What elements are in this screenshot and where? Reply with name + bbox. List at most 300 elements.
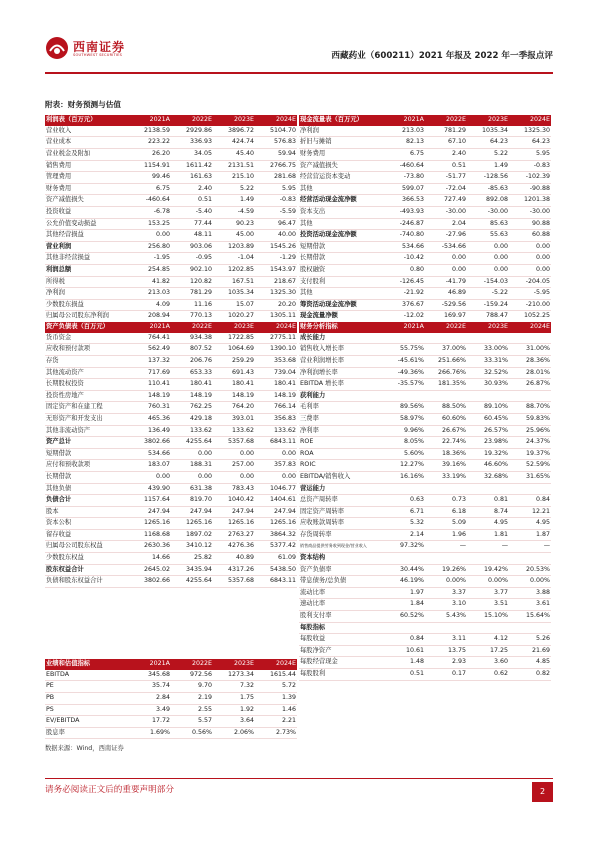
value-cell bbox=[383, 390, 425, 402]
value-cell: 366.53 bbox=[383, 195, 425, 207]
value-cell: 0.00 bbox=[213, 471, 255, 483]
value-cell: 788.47 bbox=[467, 311, 509, 323]
page-header bbox=[45, 34, 553, 74]
value-cell: -10.42 bbox=[383, 253, 425, 265]
value-cell: 45.40 bbox=[213, 148, 255, 160]
value-cell: 2766.75 bbox=[255, 160, 297, 172]
value-cell: 5.09 bbox=[425, 518, 467, 530]
value-cell: 8.74 bbox=[467, 506, 509, 518]
row-label-cell: PE bbox=[45, 681, 129, 693]
row-label-cell: 流动比率 bbox=[299, 587, 383, 599]
value-cell: 188.31 bbox=[171, 460, 213, 472]
table-row bbox=[45, 241, 297, 253]
row-label-cell: 销售收入增长率 bbox=[299, 344, 383, 356]
page-number: 2 bbox=[532, 782, 553, 802]
table-title-cell: 现金流量表（百万元） bbox=[299, 115, 383, 126]
value-cell: 2.55 bbox=[171, 704, 213, 716]
row-label-cell: 营业利润 bbox=[45, 241, 129, 253]
value-cell: 781.29 bbox=[425, 126, 467, 137]
row-label-cell: 其他非经营损益 bbox=[45, 253, 129, 265]
value-cell: 6.71 bbox=[383, 506, 425, 518]
logo-emblem-icon bbox=[45, 36, 69, 60]
value-cell: 357.83 bbox=[255, 460, 297, 472]
value-cell: 764.41 bbox=[129, 333, 171, 344]
row-label-cell: 净利润 bbox=[45, 288, 129, 300]
table-row bbox=[299, 564, 551, 576]
value-cell: 691.43 bbox=[213, 367, 255, 379]
value-cell: -5.40 bbox=[171, 206, 213, 218]
value-cell: -90.88 bbox=[509, 183, 551, 195]
row-label-cell: 应收和预付款项 bbox=[45, 344, 129, 356]
value-cell: 4.95 bbox=[509, 518, 551, 530]
value-cell: 0.00 bbox=[467, 253, 509, 265]
year-header-cell: 2023E bbox=[213, 659, 255, 670]
value-cell: 1325.30 bbox=[509, 126, 551, 137]
table-row bbox=[299, 218, 551, 230]
table-row bbox=[45, 230, 297, 242]
row-label-cell: 存货周转率 bbox=[299, 529, 383, 541]
table-row bbox=[299, 506, 551, 518]
table-title-cell: 利润表（百万元） bbox=[45, 115, 129, 126]
table-title-cell: 资产负债表（百万元） bbox=[45, 322, 129, 333]
table-row bbox=[299, 195, 551, 207]
value-cell: -740.80 bbox=[383, 230, 425, 242]
table-row bbox=[45, 172, 297, 184]
value-cell: 32.68% bbox=[467, 471, 509, 483]
value-cell: 764.20 bbox=[213, 402, 255, 414]
table-row bbox=[45, 276, 297, 288]
table-row bbox=[299, 230, 551, 242]
year-header-cell: 2024E bbox=[255, 659, 297, 670]
table-row bbox=[299, 264, 551, 276]
table-row bbox=[45, 692, 297, 704]
value-cell: 4.12 bbox=[467, 634, 509, 646]
value-cell: 807.52 bbox=[171, 344, 213, 356]
table-row bbox=[45, 299, 297, 311]
value-cell: -49.36% bbox=[383, 367, 425, 379]
table-row bbox=[299, 367, 551, 379]
value-cell: 3.88 bbox=[509, 587, 551, 599]
value-cell: 562.49 bbox=[129, 344, 171, 356]
year-header-cell: 2023E bbox=[467, 322, 509, 333]
value-cell: 257.00 bbox=[213, 460, 255, 472]
year-header-cell: 2021A bbox=[129, 659, 171, 670]
value-cell: 2.40 bbox=[425, 148, 467, 160]
value-cell: 3.60 bbox=[467, 657, 509, 669]
value-cell: 2.84 bbox=[129, 692, 171, 704]
table-header-row bbox=[299, 322, 551, 333]
value-cell: 3.61 bbox=[509, 599, 551, 611]
table-header-row bbox=[299, 115, 551, 126]
table-row bbox=[299, 657, 551, 669]
table-header-row bbox=[45, 115, 297, 126]
table-row bbox=[299, 553, 551, 565]
value-cell bbox=[509, 483, 551, 495]
row-label-cell: 营业税金及附加 bbox=[45, 148, 129, 160]
value-cell: 2929.86 bbox=[171, 126, 213, 137]
value-cell: 5.60% bbox=[383, 448, 425, 460]
table-row bbox=[45, 367, 297, 379]
value-cell: 7.32 bbox=[213, 681, 255, 693]
table-title-cell: 业绩和估值指标 bbox=[45, 659, 129, 670]
value-cell: 254.85 bbox=[129, 264, 171, 276]
value-cell: 247.94 bbox=[129, 506, 171, 518]
year-header-cell: 2023E bbox=[213, 115, 255, 126]
value-cell: 2.14 bbox=[383, 529, 425, 541]
disclaimer-text: 请务必阅读正文后的重要声明部分 bbox=[45, 785, 174, 795]
row-label-cell: 长期借款 bbox=[299, 253, 383, 265]
value-cell: 133.62 bbox=[171, 425, 213, 437]
value-cell: 0.81 bbox=[467, 495, 509, 507]
value-cell: 88.50% bbox=[425, 402, 467, 414]
value-cell: 59.83% bbox=[509, 413, 551, 425]
row-label-cell: 股权融资 bbox=[299, 264, 383, 276]
table-row bbox=[299, 437, 551, 449]
value-cell: 1.48 bbox=[383, 657, 425, 669]
value-cell: 2.04 bbox=[425, 218, 467, 230]
value-cell: 40.89 bbox=[213, 553, 255, 565]
value-cell: 0.84 bbox=[383, 634, 425, 646]
value-cell: 1035.34 bbox=[213, 288, 255, 300]
table-row bbox=[45, 681, 297, 693]
value-cell: -5.95 bbox=[509, 288, 551, 300]
value-cell: 3.10 bbox=[425, 599, 467, 611]
table-row bbox=[45, 425, 297, 437]
table-header-row bbox=[45, 322, 297, 333]
table-row bbox=[299, 448, 551, 460]
year-header-cell: 2022E bbox=[171, 659, 213, 670]
value-cell: 1265.16 bbox=[213, 518, 255, 530]
table-row bbox=[299, 253, 551, 265]
table-row bbox=[299, 611, 551, 623]
value-cell: 0.00 bbox=[467, 241, 509, 253]
row-label-cell: 留存收益 bbox=[45, 529, 129, 541]
value-cell: -204.05 bbox=[509, 276, 551, 288]
table-row bbox=[45, 264, 297, 276]
value-cell: 5.22 bbox=[467, 148, 509, 160]
value-cell: 1404.61 bbox=[255, 495, 297, 507]
value-cell: 21.69 bbox=[509, 645, 551, 657]
value-cell: 653.33 bbox=[171, 367, 213, 379]
year-header-cell: 2022E bbox=[171, 322, 213, 333]
value-cell: 1.96 bbox=[425, 529, 467, 541]
value-cell: -85.63 bbox=[467, 183, 509, 195]
value-cell: 2.19 bbox=[171, 692, 213, 704]
value-cell: 82.13 bbox=[383, 137, 425, 149]
value-cell: 3.11 bbox=[425, 634, 467, 646]
row-label-cell: 归属母公司股东净利润 bbox=[45, 311, 129, 323]
value-cell: 0.73 bbox=[425, 495, 467, 507]
value-cell: 110.41 bbox=[129, 379, 171, 391]
value-cell: 96.47 bbox=[255, 218, 297, 230]
row-label-cell: 获利能力 bbox=[299, 390, 383, 402]
table-row bbox=[45, 218, 297, 230]
value-cell: 34.05 bbox=[171, 148, 213, 160]
row-label-cell: 股利支付率 bbox=[299, 611, 383, 623]
logo-text-en: SOUTHWEST SECURITIES bbox=[73, 53, 123, 57]
value-cell: 376.67 bbox=[383, 299, 425, 311]
value-cell: 2630.36 bbox=[129, 541, 171, 553]
value-cell: 215.10 bbox=[213, 172, 255, 184]
value-cell: 2.73% bbox=[255, 727, 297, 739]
value-cell: 64.23 bbox=[467, 137, 509, 149]
value-cell: 534.66 bbox=[383, 241, 425, 253]
value-cell: 120.82 bbox=[171, 276, 213, 288]
value-cell: 1157.64 bbox=[129, 495, 171, 507]
value-cell: 717.69 bbox=[129, 367, 171, 379]
table-row bbox=[45, 183, 297, 195]
value-cell: 892.08 bbox=[467, 195, 509, 207]
value-cell: 41.82 bbox=[129, 276, 171, 288]
value-cell: 5104.70 bbox=[255, 126, 297, 137]
value-cell: 5.95 bbox=[509, 148, 551, 160]
value-cell: 15.10% bbox=[467, 611, 509, 623]
value-cell: 61.09 bbox=[255, 553, 297, 565]
value-cell: 0.84 bbox=[509, 495, 551, 507]
year-header-cell: 2024E bbox=[509, 322, 551, 333]
value-cell: 17.25 bbox=[467, 645, 509, 657]
value-cell: 3410.12 bbox=[171, 541, 213, 553]
value-cell: 64.23 bbox=[509, 137, 551, 149]
value-cell: 1052.25 bbox=[509, 311, 551, 323]
value-cell: 0.00 bbox=[425, 264, 467, 276]
value-cell: 4.09 bbox=[129, 299, 171, 311]
value-cell: 972.56 bbox=[171, 670, 213, 681]
value-cell bbox=[425, 483, 467, 495]
row-label-cell: EV/EBITDA bbox=[45, 716, 129, 728]
row-label-cell: 折旧与摊销 bbox=[299, 137, 383, 149]
value-cell: 1545.26 bbox=[255, 241, 297, 253]
value-cell: 169.97 bbox=[425, 311, 467, 323]
value-cell: -73.80 bbox=[383, 172, 425, 184]
table-row bbox=[299, 148, 551, 160]
value-cell: 353.68 bbox=[255, 355, 297, 367]
value-cell bbox=[509, 553, 551, 565]
value-cell: 60.52% bbox=[383, 611, 425, 623]
value-cell: 11.16 bbox=[171, 299, 213, 311]
value-cell: 46.60% bbox=[467, 460, 509, 472]
value-cell: 356.83 bbox=[255, 413, 297, 425]
value-cell: 0.56% bbox=[171, 727, 213, 739]
table-row bbox=[45, 553, 297, 565]
value-cell: 30.44% bbox=[383, 564, 425, 576]
table-row bbox=[299, 425, 551, 437]
value-cell: -0.83 bbox=[509, 160, 551, 172]
row-label-cell: 净利润增长率 bbox=[299, 367, 383, 379]
value-cell: -128.56 bbox=[467, 172, 509, 184]
value-cell: 256.80 bbox=[129, 241, 171, 253]
table-row bbox=[45, 379, 297, 391]
value-cell: 9.96% bbox=[383, 425, 425, 437]
row-label-cell: 资本结构 bbox=[299, 553, 383, 565]
value-cell: 1.69% bbox=[129, 727, 171, 739]
row-label-cell: 总资产周转率 bbox=[299, 495, 383, 507]
value-cell: -21.92 bbox=[383, 288, 425, 300]
value-cell: 2775.11 bbox=[255, 333, 297, 344]
value-cell bbox=[425, 553, 467, 565]
table-row bbox=[299, 495, 551, 507]
value-cell: 1.39 bbox=[255, 692, 297, 704]
value-cell: 213.03 bbox=[129, 288, 171, 300]
value-cell: 85.63 bbox=[467, 218, 509, 230]
value-cell: 12.21 bbox=[509, 506, 551, 518]
table-row bbox=[45, 344, 297, 356]
value-cell: 0.51 bbox=[171, 195, 213, 207]
value-cell: 25.96% bbox=[509, 425, 551, 437]
value-cell: 52.59% bbox=[509, 460, 551, 472]
row-label-cell: ROA bbox=[299, 448, 383, 460]
table-row bbox=[45, 148, 297, 160]
row-label-cell: 资本公积 bbox=[45, 518, 129, 530]
value-cell: 5.43% bbox=[425, 611, 467, 623]
value-cell: 1265.16 bbox=[255, 518, 297, 530]
value-cell: 0.00 bbox=[509, 253, 551, 265]
value-cell: 1273.34 bbox=[213, 670, 255, 681]
year-header-cell: 2022E bbox=[425, 322, 467, 333]
value-cell: 934.38 bbox=[171, 333, 213, 344]
row-label-cell: 财务费用 bbox=[299, 148, 383, 160]
value-cell: 739.04 bbox=[255, 367, 297, 379]
cash-flow-table bbox=[299, 115, 551, 323]
value-cell: 28.01% bbox=[509, 367, 551, 379]
value-cell: 0.00% bbox=[467, 576, 509, 588]
table-row bbox=[45, 448, 297, 460]
table-row bbox=[299, 126, 551, 137]
value-cell: 3435.94 bbox=[171, 564, 213, 576]
value-cell: 247.94 bbox=[255, 506, 297, 518]
value-cell: 1020.27 bbox=[213, 311, 255, 323]
value-cell: 0.00% bbox=[509, 576, 551, 588]
table-row bbox=[45, 195, 297, 207]
table-row bbox=[45, 716, 297, 728]
value-cell: 5.57 bbox=[171, 716, 213, 728]
value-cell bbox=[383, 483, 425, 495]
table-row bbox=[45, 704, 297, 716]
row-label-cell: 负债和股东权益合计 bbox=[45, 576, 129, 588]
value-cell: -154.03 bbox=[467, 276, 509, 288]
year-header-cell: 2024E bbox=[255, 322, 297, 333]
value-cell: 153.25 bbox=[129, 218, 171, 230]
row-label-cell: 固定资产和在建工程 bbox=[45, 402, 129, 414]
value-cell: 424.74 bbox=[213, 137, 255, 149]
value-cell bbox=[467, 483, 509, 495]
table-row bbox=[45, 518, 297, 530]
row-label-cell: 其他经营损益 bbox=[45, 230, 129, 242]
row-label-cell: 毛利率 bbox=[299, 402, 383, 414]
table-row bbox=[299, 172, 551, 184]
value-cell: 55.75% bbox=[383, 344, 425, 356]
value-cell: 760.31 bbox=[129, 402, 171, 414]
value-cell: 37.00% bbox=[425, 344, 467, 356]
table-row bbox=[299, 276, 551, 288]
table-row bbox=[45, 160, 297, 172]
value-cell: 6.18 bbox=[425, 506, 467, 518]
row-label-cell: 带息债务/总负债 bbox=[299, 576, 383, 588]
row-label-cell: EBITDA/销售收入 bbox=[299, 471, 383, 483]
value-cell: 0.00 bbox=[171, 471, 213, 483]
value-cell: 0.63 bbox=[383, 495, 425, 507]
value-cell: 251.66% bbox=[425, 355, 467, 367]
value-cell: 1040.42 bbox=[213, 495, 255, 507]
table-row bbox=[299, 160, 551, 172]
value-cell: 819.70 bbox=[171, 495, 213, 507]
table-row bbox=[45, 402, 297, 414]
year-header-cell: 2022E bbox=[171, 115, 213, 126]
row-label-cell: 资产总计 bbox=[45, 437, 129, 449]
row-label-cell: 支付股利 bbox=[299, 276, 383, 288]
value-cell: 259.29 bbox=[213, 355, 255, 367]
value-cell: 0.00 bbox=[255, 448, 297, 460]
value-cell: 3.64 bbox=[213, 716, 255, 728]
row-label-cell: 成长能力 bbox=[299, 333, 383, 344]
year-header-cell: 2023E bbox=[213, 322, 255, 333]
value-cell: 5.32 bbox=[383, 518, 425, 530]
value-cell: 17.72 bbox=[129, 716, 171, 728]
value-cell: 4.95 bbox=[467, 518, 509, 530]
value-cell bbox=[467, 622, 509, 634]
value-cell: 1.81 bbox=[467, 529, 509, 541]
row-label-cell: 财务费用 bbox=[45, 183, 129, 195]
row-label-cell: 筹资活动现金流净额 bbox=[299, 299, 383, 311]
value-cell: 19.32% bbox=[467, 448, 509, 460]
value-cell bbox=[425, 390, 467, 402]
value-cell: -529.56 bbox=[425, 299, 467, 311]
balance-sheet-table bbox=[45, 322, 297, 588]
value-cell: — bbox=[425, 541, 467, 553]
table-row bbox=[299, 333, 551, 344]
value-cell: 6843.11 bbox=[255, 576, 297, 588]
value-cell bbox=[425, 333, 467, 344]
value-cell: 89.56% bbox=[383, 402, 425, 414]
table-row bbox=[299, 587, 551, 599]
row-label-cell: 利润总额 bbox=[45, 264, 129, 276]
row-label-cell: 所得税 bbox=[45, 276, 129, 288]
row-label-cell: 资产减值损失 bbox=[299, 160, 383, 172]
table-row bbox=[299, 541, 551, 553]
value-cell: 8.05% bbox=[383, 437, 425, 449]
value-cell: 0.00 bbox=[509, 264, 551, 276]
table-row bbox=[299, 599, 551, 611]
value-cell bbox=[509, 622, 551, 634]
row-label-cell: EBITDA 增长率 bbox=[299, 379, 383, 391]
value-cell: 1615.44 bbox=[255, 670, 297, 681]
value-cell bbox=[509, 333, 551, 344]
value-cell: 3802.66 bbox=[129, 437, 171, 449]
row-label-cell: 少数股东损益 bbox=[45, 299, 129, 311]
value-cell: 1203.89 bbox=[213, 241, 255, 253]
value-cell: -1.04 bbox=[213, 253, 255, 265]
value-cell: 97.32% bbox=[383, 541, 425, 553]
row-label-cell: 其他 bbox=[299, 218, 383, 230]
table-row bbox=[299, 288, 551, 300]
value-cell: 2131.51 bbox=[213, 160, 255, 172]
value-cell: 0.80 bbox=[383, 264, 425, 276]
table-row bbox=[45, 727, 297, 739]
value-cell: 3864.32 bbox=[255, 529, 297, 541]
value-cell: 0.00 bbox=[425, 253, 467, 265]
value-cell: 345.68 bbox=[129, 670, 171, 681]
table-row bbox=[299, 413, 551, 425]
value-cell: 281.68 bbox=[255, 172, 297, 184]
year-header-cell: 2023E bbox=[467, 115, 509, 126]
value-cell: 181.35% bbox=[425, 379, 467, 391]
value-cell: 465.36 bbox=[129, 413, 171, 425]
row-label-cell: 长期借款 bbox=[45, 471, 129, 483]
value-cell: 0.62 bbox=[467, 669, 509, 681]
value-cell: 4.85 bbox=[509, 657, 551, 669]
value-cell: 90.23 bbox=[213, 218, 255, 230]
value-cell: 4317.26 bbox=[213, 564, 255, 576]
